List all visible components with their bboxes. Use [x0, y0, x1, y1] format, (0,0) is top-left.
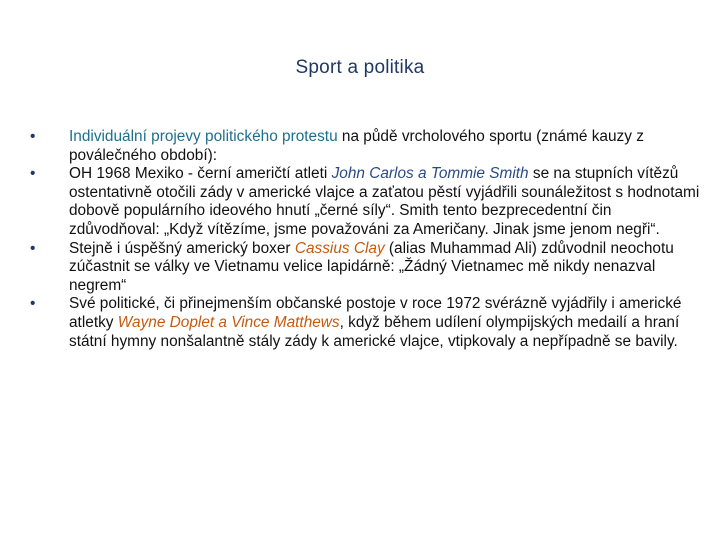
bullet-text: na půdě vrcholového sportu (známé kauzy z poválečného období):: [69, 128, 644, 164]
bullet-text: , když během udílení olympijských medailí a hraní státní hymny nonšalantně stály zády k americké vlajce, vtipkovaly a nepřípadně se bavily.: [69, 313, 680, 350]
bullet-item-cassius-clay: [26, 240, 706, 296]
bullet-lead: OH 1968 Mexiko - černí američtí atleti: [69, 165, 332, 183]
bullet-text: se na stupních vítězů ostentativně otočili zády v americké vlajce a zaťatou pěstí vyjádřili sounáležitost s hodnotami dobově populárního ideového hnutí „černé síly“. Smith tento bezprecedentní čin zdůvodňoval: „Když vítězíme, jsme považováni za Američany. Jinak jsme jenom negři“.: [69, 165, 700, 238]
bullet-dot-icon: •: [30, 239, 36, 257]
bullet-item-1972: [26, 295, 706, 351]
bullet-highlight: John Carlos a Tommie Smith: [331, 165, 529, 183]
bullet-item-mexico-1968: [26, 165, 706, 239]
bullet-highlight: Cassius Clay: [294, 239, 385, 257]
bullet-lead: Stejně i úspěšný americký boxer: [69, 239, 295, 257]
bullet-dot-icon: •: [30, 295, 36, 313]
bullet-text: (alias Muhammad Ali) zdůvodnil neochotu zúčastnit se války ve Vietnamu velice lapidárně: „Žádný Vietnamec mě nikdy nenazval negrem“: [69, 239, 674, 294]
bullet-item-protest: [26, 128, 706, 165]
bullet-highlight: Wayne Doplet a Vince Matthews: [117, 313, 340, 331]
slide-title: Sport a politika: [295, 57, 425, 78]
bullet-dot-icon: •: [30, 128, 36, 145]
bullet-dot-icon: •: [30, 165, 36, 183]
bullet-highlight: Individuální projevy politického protestu: [69, 128, 338, 145]
bullet-lead: Své politické, či přinejmenším občanské postoje v roce 1972 svérázně vyjádřily i americké atletky: [69, 295, 682, 331]
bullet-list: [26, 128, 706, 351]
